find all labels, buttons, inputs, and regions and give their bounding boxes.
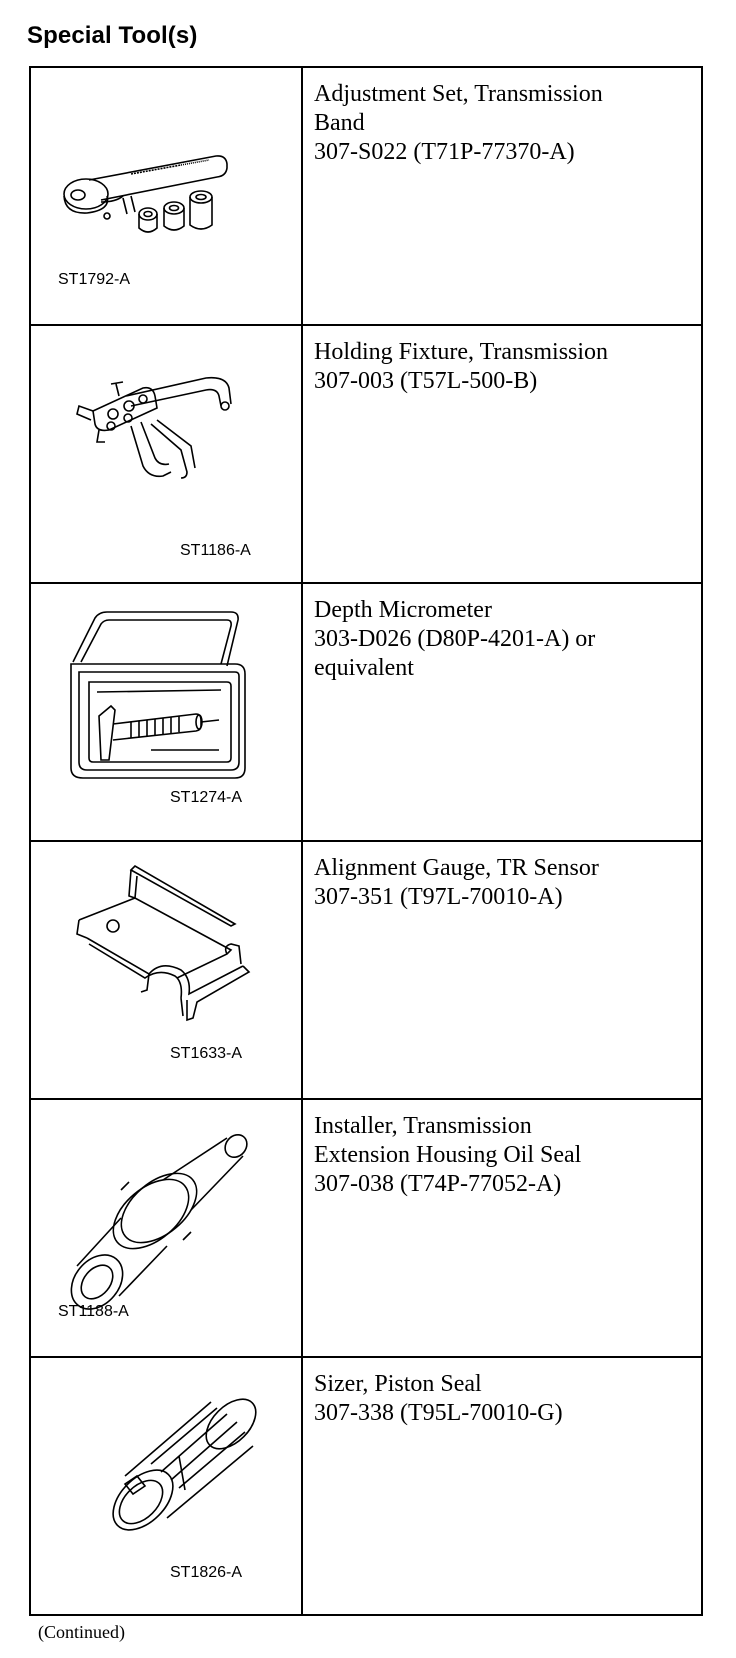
tool-description-cell [302,583,702,841]
tool-description-cell [302,67,702,325]
tool-code: ST1633-A [170,1045,243,1062]
tool-number: 307-351 (T97L-70010-A) [314,884,563,910]
tool-illustration-cell [30,841,302,1099]
tool-code: ST1274-A [170,789,243,806]
tool-code: ST1826-A [170,1564,243,1581]
tool-illustration-cell [30,583,302,841]
tool-name-line: Band [314,110,365,136]
tool-code: ST1188-A [58,1303,129,1320]
tool-description-cell [302,1357,702,1615]
tool-illustration-cell [30,1099,302,1357]
tool-name-line: Installer, Transmission [314,1113,532,1139]
tool-name-line: Alignment Gauge, TR Sensor [314,855,599,881]
tool-illustration-cell [30,67,302,325]
tool-number: 307-003 (T57L-500-B) [314,368,538,394]
continued-note: (Continued) [38,1622,125,1642]
tool-name-line: equivalent [314,655,414,681]
depth-micrometer-icon [31,584,281,840]
tool-description-cell [302,841,702,1099]
table-row [30,841,702,1099]
tool-name-line: Holding Fixture, Transmission [314,339,609,365]
table-row [30,1357,702,1615]
tool-name-line: Extension Housing Oil Seal [314,1142,582,1168]
table-row [30,583,702,841]
special-tools-table [29,66,703,1616]
tool-number: 307-S022 (T71P-77370-A) [314,139,575,165]
tool-number: 303-D026 (D80P-4201-A) or [314,626,596,652]
tool-code: ST1186-A [180,542,251,559]
table-row [30,325,702,583]
tool-name-line: Sizer, Piston Seal [314,1371,482,1397]
piston-seal-sizer-icon [31,1358,281,1614]
tool-illustration-cell [30,1357,302,1615]
tool-number: 307-038 (T74P-77052-A) [314,1171,562,1197]
tool-name-line: Depth Micrometer [314,597,492,623]
tool-number: 307-338 (T95L-70010-G) [314,1400,563,1426]
table-row [30,67,702,325]
table-row [30,1099,702,1357]
tool-illustration-cell [30,325,302,583]
tool-code: ST1792-A [58,271,131,288]
tool-description-cell [302,1099,702,1357]
tool-description-cell [302,325,702,583]
page-title: Special Tool(s) [27,22,198,49]
tool-name-line: Adjustment Set, Transmission [314,81,603,107]
alignment-gauge-icon [31,842,281,1098]
